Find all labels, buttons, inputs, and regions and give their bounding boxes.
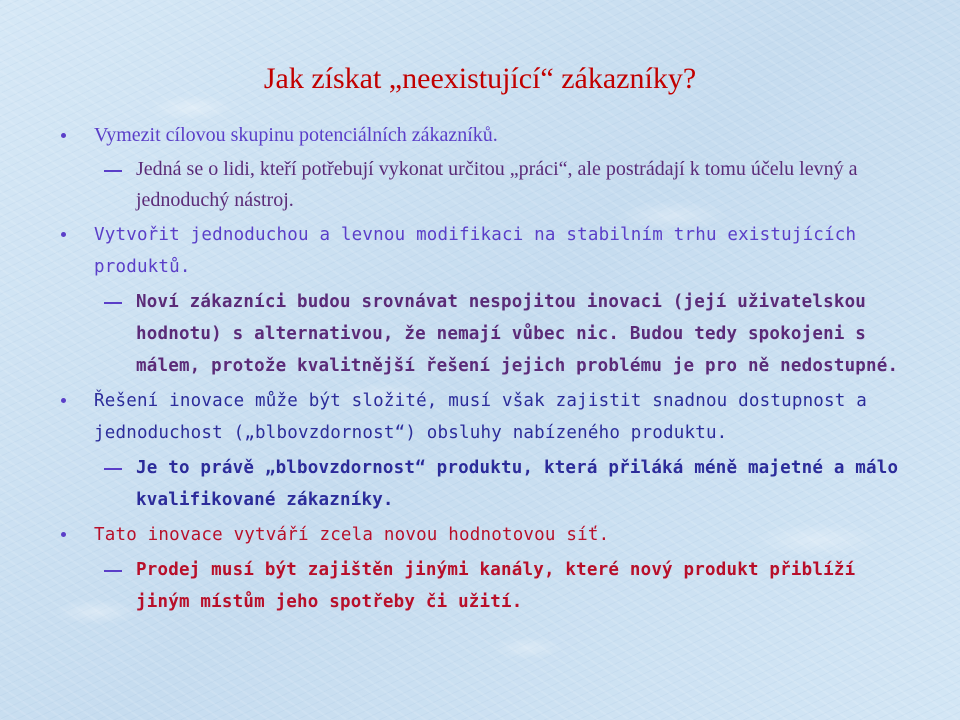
bullet-list [56, 120, 916, 621]
sub-bullet-item [56, 286, 916, 382]
sub-bullet-item [56, 154, 916, 216]
bullet-dot-icon [56, 120, 76, 151]
bullet-item [56, 519, 916, 551]
sub-bullet-text: Je to právě „blbovzdornost“ produktu, která přiláká méně majetné a málo kvalifikované zákazníky. [136, 458, 899, 510]
slide-title: Jak získat „neexistující“ zákazníky? [263, 62, 697, 95]
sub-bullet-text: Prodej musí být zajištěn jinými kanály, které nový produkt přiblíží jiným místům jeho spotřeby či užití. [136, 560, 856, 612]
dash-icon [104, 286, 124, 317]
dash-icon [104, 554, 124, 585]
bullet-item [56, 219, 916, 283]
bullet-text: Řešení inovace může být složité, musí však zajistit snadnou dostupnost a jednoduchost („blbovzdornost“) obsluhy nabízeného produktu. [94, 391, 867, 443]
sub-bullet-item [56, 554, 916, 618]
dash-icon [104, 154, 124, 185]
bullet-text: Tato inovace vytváří zcela novou hodnotovou síť. [94, 525, 610, 545]
bullet-item [56, 385, 916, 449]
bullet-text: Vytvořit jednoduchou a levnou modifikaci na stabilním trhu existujících produktů. [94, 225, 857, 277]
bullet-dot-icon [56, 385, 76, 416]
sub-bullet-text: Noví zákazníci budou srovnávat nespojitou inovaci (její uživatelskou hodnotu) s alternativou, že nemají vůbec nic. Budou tedy spokojeni s málem, protože kvalitnější řešení jejich problému je pro ně nedostupné. [136, 292, 899, 376]
bullet-text: Vymezit cílovou skupinu potenciálních zákazníků. [94, 124, 498, 146]
bullet-dot-icon [56, 519, 76, 550]
dash-icon [104, 452, 124, 483]
sub-bullet-text: Jedná se o lidi, kteří potřebují vykonat určitou „práci“, ale postrádají k tomu účelu levný a jednoduchý nástroj. [136, 158, 858, 211]
bullet-item [56, 120, 916, 151]
sub-bullet-item [56, 452, 916, 516]
bullet-dot-icon [56, 219, 76, 250]
